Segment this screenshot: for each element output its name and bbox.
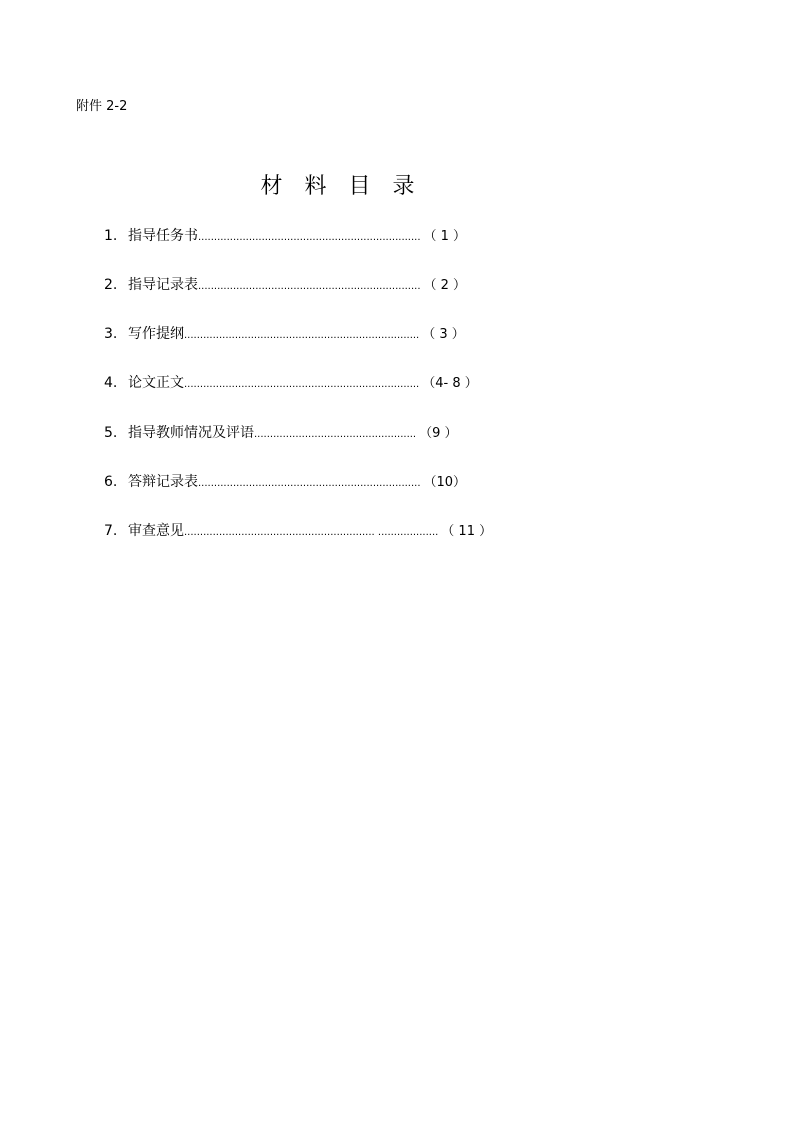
toc-item-number: 6. [104,474,118,490]
toc-item-number: 3. [104,326,118,342]
document-title: 材料目录 [260,174,437,199]
toc-item-page: （4- 8 ） [422,376,478,391]
toc-item-7 [104,521,492,541]
toc-item-number: 5. [104,425,118,441]
toc-item-number: 7. [104,523,118,539]
attachment-label: 附件 2-2 [76,99,128,114]
toc-leader-dots: ................................................... [254,429,417,440]
toc-leader-dots: .......................................................................... [184,330,420,341]
toc-leader-dots: ............................................................ ................... [184,527,439,538]
toc-item-page: （ 1 ） [423,229,467,244]
toc-item-label: 论文正文 [128,375,184,391]
toc-item-label: 答辩记录表 [128,474,198,490]
toc-item-page: （10） [423,475,467,490]
toc-item-number: 4. [104,375,118,391]
toc-item-label: 审查意见 [128,523,184,539]
toc-item-6 [104,472,466,492]
toc-item-4 [104,373,478,393]
toc-leader-dots: ...................................................................... [198,478,421,489]
toc-item-page: （ 3 ） [422,327,465,342]
toc-item-page: （9 ） [419,426,458,441]
toc-item-page: （ 2 ） [423,278,467,293]
toc-item-5 [104,423,458,443]
toc-item-label: 指导教师情况及评语 [128,425,254,441]
toc-leader-dots: ...................................................................... [198,232,421,243]
toc-item-label: 写作提纲 [128,326,184,342]
toc-item-page: （ 11 ） [441,524,493,539]
toc-item-2 [104,275,466,295]
toc-leader-dots: ...................................................................... [198,281,421,292]
toc-item-1 [104,226,466,246]
toc-item-number: 1. [104,228,118,244]
toc-item-label: 指导任务书 [128,228,198,244]
toc-leader-dots: .......................................................................... [184,379,420,390]
toc-item-label: 指导记录表 [128,277,198,293]
toc-item-number: 2. [104,277,118,293]
toc-item-3 [104,324,465,344]
